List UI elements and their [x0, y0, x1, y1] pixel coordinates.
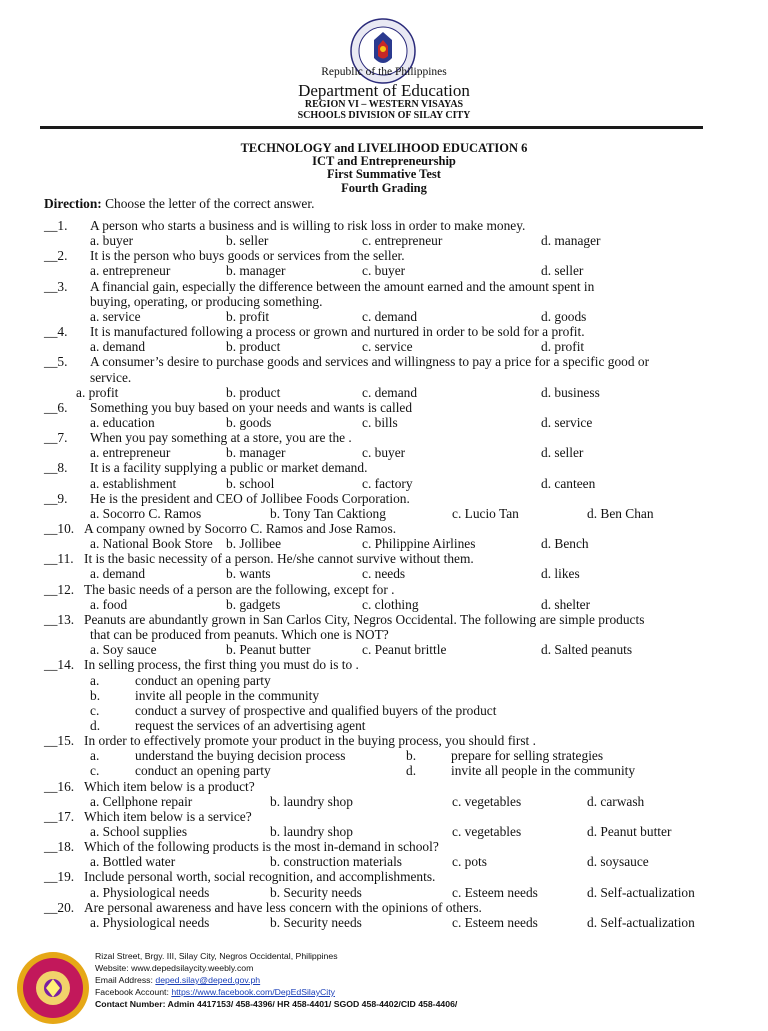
footer-email-label: Email Address:	[95, 975, 156, 985]
answer-choice-b: b. school	[226, 475, 275, 491]
question-text: A financial gain, especially the difference between the amount earned and the amount spent in	[90, 278, 595, 294]
answer-choice-d: d. Peanut butter	[587, 824, 672, 839]
question-text-cont: service.	[90, 369, 132, 385]
question-number: __20.	[44, 899, 75, 915]
answer-choice-d: d. Bench	[541, 536, 589, 552]
question-text: It is a facility supplying a public or market demand.	[90, 460, 368, 476]
footer-website-label: Website:	[95, 963, 132, 973]
republic-line: Republic of the Philippines	[321, 66, 447, 78]
subject-subtitle: ICT and Entrepreneurship	[312, 154, 456, 168]
answer-choice-d: d. likes	[541, 566, 580, 582]
option-letter-a: a.	[90, 748, 100, 764]
answer-choice-b: b. manager	[226, 263, 286, 279]
question-text: A person who starts a business and is willing to risk loss in order to make money.	[90, 218, 526, 233]
division-line: SCHOOLS DIVISION OF SILAY CITY	[297, 110, 471, 121]
question-number: __19.	[44, 869, 75, 885]
header-divider	[40, 126, 703, 129]
option-text-c: conduct a survey of prospective and qualified buyers of the product	[135, 702, 497, 718]
option-text-a: conduct an opening party	[135, 672, 271, 688]
test-name: First Summative Test	[327, 167, 441, 181]
option-text-b: invite all people in the community	[135, 687, 320, 703]
answer-choice-c: c. demand	[362, 308, 418, 324]
direction-text: Choose the letter of the correct answer.	[101, 196, 315, 211]
answer-choice-b: b. laundry shop	[270, 824, 353, 839]
answer-choice-c: c. vegetables	[452, 824, 522, 839]
question-text: Which of the following products is the most in-demand in school?	[84, 839, 439, 855]
answer-choice-d: d. service	[541, 414, 593, 430]
footer-address: Rizal Street, Brgy. III, Silay City, Negros Occidental, Philippines	[95, 951, 338, 961]
question-number: __12.	[44, 581, 75, 597]
option-text-a: understand the buying decision process	[135, 748, 346, 764]
answer-choice-d: d. Salted peanuts	[541, 642, 633, 658]
answer-choice-c: c. pots	[452, 854, 487, 870]
question-number: __5.	[44, 354, 68, 370]
question-number: __9.	[44, 490, 68, 506]
answer-choice-b: b. profit	[226, 308, 270, 324]
question-text: In order to effectively promote your product in the buying process, you should first .	[84, 733, 536, 749]
answer-choice-d: d. shelter	[541, 596, 591, 612]
answer-choice-d: d. carwash	[587, 793, 645, 809]
answer-choice-a: a. Physiological needs	[90, 914, 210, 930]
answer-choice-c: c. Lucio Tan	[452, 505, 519, 521]
question-number: __1.	[44, 218, 68, 233]
option-letter-b: b.	[90, 687, 101, 703]
footer-contact: Contact Number: Admin 4417153/ 458-4396/ HR 458-4401/ SGOD 458-4402/CID 458-4406/	[95, 999, 458, 1009]
answer-choice-c: c. buyer	[362, 445, 406, 461]
answer-choice-c: c. clothing	[362, 596, 419, 612]
question-text: When you pay something at a store, you are the .	[90, 430, 352, 446]
question-text: Are personal awareness and have less concern with the opinions of others.	[84, 899, 482, 915]
answer-choice-b: b. product	[226, 339, 281, 355]
answer-choice-b: b. gadgets	[226, 596, 281, 612]
answer-choice-a: a. profit	[76, 384, 119, 400]
question-number: __6.	[44, 399, 68, 415]
question-number: __7.	[44, 430, 68, 446]
answer-choice-a: a. service	[90, 308, 141, 324]
question-text: Peanuts are abundantly grown in San Carlos City, Negros Occidental. The following are simple products	[84, 611, 645, 627]
answer-choice-b: b. seller	[226, 233, 269, 249]
question-text: Include personal worth, social recognition, and accomplishments.	[84, 869, 436, 885]
subject-title: TECHNOLOGY and LIVELIHOOD EDUCATION 6	[240, 141, 528, 155]
footer-email-link[interactable]: deped.silay@deped.gov.ph	[155, 975, 261, 985]
footer-facebook	[95, 986, 335, 998]
answer-choice-b: b. goods	[226, 414, 272, 430]
question-text: Which item below is a service?	[84, 808, 252, 824]
question-number: __11.	[44, 551, 74, 567]
answer-choice-d: d. Self-actualization	[587, 884, 695, 900]
answer-choice-c: c. entrepreneur	[362, 233, 443, 249]
question-number: __4.	[44, 324, 68, 340]
answer-choice-d: d. seller	[541, 445, 584, 461]
answer-choice-a: a. Soy sauce	[90, 642, 157, 658]
footer-email	[95, 974, 260, 986]
option-letter-d: d.	[90, 717, 101, 733]
answer-choice-d: d. manager	[541, 233, 601, 249]
answer-choice-b: b. laundry shop	[270, 793, 353, 809]
answer-choice-a: a. demand	[90, 339, 146, 355]
answer-choice-a: a. Cellphone repair	[90, 793, 193, 809]
answer-choice-a: a. entrepreneur	[90, 445, 171, 461]
question-text: A consumer’s desire to purchase goods and services and willingness to pay a price for a specific good or	[90, 354, 650, 370]
answer-choice-c: c. buyer	[362, 263, 406, 279]
answer-choice-c: c. Esteem needs	[452, 884, 538, 900]
region-line: REGION VI – WESTERN VISAYAS	[304, 99, 464, 110]
question-text: It is the basic necessity of a person. He/she cannot survive without them.	[84, 551, 474, 567]
answer-choice-c: c. service	[362, 339, 413, 355]
answer-choice-c: c. Peanut brittle	[362, 642, 447, 658]
question-text: The basic needs of a person are the following, except for .	[84, 581, 395, 597]
option-letter-c: c.	[90, 763, 100, 779]
question-number: __3.	[44, 278, 68, 294]
answer-choice-c: c. vegetables	[452, 793, 522, 809]
answer-choice-c: c. bills	[362, 414, 398, 430]
answer-choice-b: b. Security needs	[270, 914, 362, 930]
question-number: __16.	[44, 778, 75, 794]
question-number: __8.	[44, 460, 68, 476]
answer-choice-a: a. establishment	[90, 475, 177, 491]
footer-website	[95, 962, 253, 974]
direction-label: Direction:	[44, 196, 102, 211]
answer-choice-b: b. construction materials	[270, 854, 403, 870]
division-seal-logo	[15, 950, 91, 1026]
department-name: Department of Education	[298, 81, 470, 100]
answer-choice-d: d. seller	[541, 263, 584, 279]
question-text: It is the person who buys goods or services from the seller.	[90, 248, 405, 264]
question-text: He is the president and CEO of Jollibee Foods Corporation.	[90, 490, 410, 506]
answer-choice-c: c. factory	[362, 475, 413, 491]
answer-choice-b: b. Security needs	[270, 884, 362, 900]
answer-choice-a: a. Socorro C. Ramos	[90, 505, 202, 521]
question-number: __15.	[44, 733, 75, 749]
answer-choice-a: a. food	[90, 596, 128, 612]
question-number: __17.	[44, 808, 75, 824]
answer-choice-d: d. Self-actualization	[587, 914, 695, 930]
option-letter-d: d.	[406, 763, 417, 779]
answer-choice-b: b. wants	[226, 566, 271, 582]
answer-choice-b: b. Tony Tan Caktiong	[270, 505, 386, 521]
answer-choice-c: c. Philippine Airlines	[362, 536, 476, 552]
footer-facebook-label: Facebook Account:	[95, 987, 172, 997]
question-text: In selling process, the first thing you must do is to .	[84, 657, 359, 673]
answer-choice-b: b. Peanut butter	[226, 642, 311, 658]
option-text-d: invite all people in the community	[451, 763, 636, 779]
option-text-b: prepare for selling strategies	[451, 748, 604, 764]
option-text-c: conduct an opening party	[135, 763, 271, 779]
grading-period: Fourth Grading	[341, 181, 427, 195]
option-letter-a: a.	[90, 672, 100, 688]
answer-choice-c: c. demand	[362, 384, 418, 400]
question-text-cont: that can be produced from peanuts. Which one is NOT?	[90, 627, 389, 643]
footer-facebook-link[interactable]: https://www.facebook.com/DepEdSilayCity	[171, 987, 335, 997]
answer-choice-d: d. business	[541, 384, 600, 400]
question-number: __10.	[44, 521, 75, 536]
answer-choice-d: d. goods	[541, 308, 587, 324]
answer-choice-a: a. demand	[90, 566, 146, 582]
answer-choice-c: c. needs	[362, 566, 406, 582]
answer-choice-a: a. Bottled water	[90, 854, 176, 870]
question-text: Which item below is a product?	[84, 778, 255, 794]
answer-choice-c: c. Esteem needs	[452, 914, 538, 930]
answer-choice-b: b. manager	[226, 445, 286, 461]
question-text-cont: buying, operating, or producing something.	[90, 293, 323, 309]
answer-choice-a: a. entrepreneur	[90, 263, 171, 279]
answer-choice-a: a. buyer	[90, 233, 134, 249]
question-number: __18.	[44, 839, 75, 855]
question-text: Something you buy based on your needs and wants is called	[90, 399, 413, 415]
question-number: __14.	[44, 657, 75, 673]
option-letter-c: c.	[90, 702, 100, 718]
answer-choice-d: d. profit	[541, 339, 585, 355]
option-text-d: request the services of an advertising agent	[135, 717, 366, 733]
answer-choice-b: b. product	[226, 384, 281, 400]
answer-choice-a: a. National Book Store	[90, 536, 213, 552]
answer-choice-a: a. School supplies	[90, 824, 188, 839]
answer-choice-b: b. Jollibee	[226, 536, 282, 552]
answer-choice-a: a. education	[90, 414, 155, 430]
answer-choice-a: a. Physiological needs	[90, 884, 210, 900]
question-text: A company owned by Socorro C. Ramos and Jose Ramos.	[84, 521, 397, 536]
question-number: __13.	[44, 611, 75, 627]
direction	[44, 196, 314, 211]
question-number: __2.	[44, 248, 68, 264]
footer-website-value: www.depedsilaycity.weebly.com	[131, 963, 254, 973]
answer-choice-d: d. soysauce	[587, 854, 649, 870]
answer-choice-d: d. canteen	[541, 475, 596, 491]
answer-choice-d: d. Ben Chan	[587, 505, 654, 521]
option-letter-b: b.	[406, 748, 417, 764]
question-text: It is manufactured following a process or grown and nurtured in order to be sold for a profit.	[90, 324, 585, 340]
